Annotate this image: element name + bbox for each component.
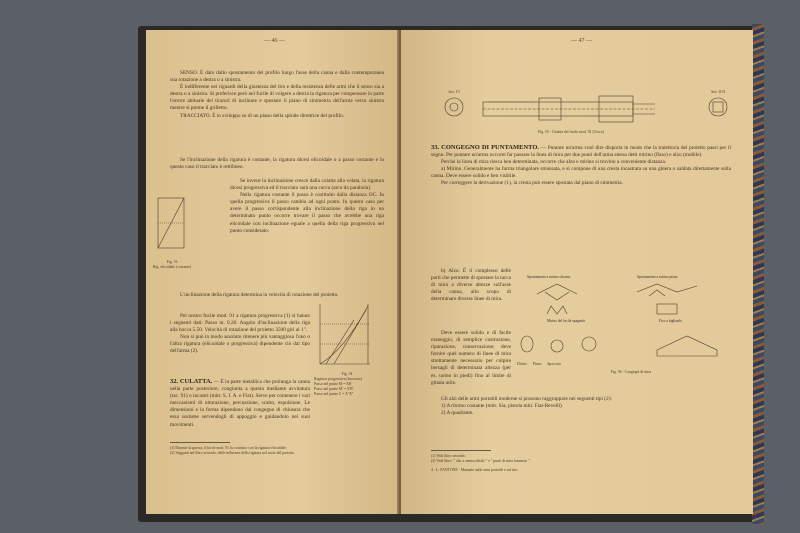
figure-54-diagram xyxy=(314,300,376,370)
text-block-intro xyxy=(170,70,384,120)
paragraph: Pel nostro fucile mod. 91 a rigatura progressiva (1) si hanno i seguenti dati: Passo m. 0.20. Angolo d'inclinazione della riga alla bocca 5.50. Velocità di rotazione del proietto 3500 giri al 1". xyxy=(170,313,310,334)
paragraph: Nella rigatura costante il passo è costituito dalla distanza OC. In quella progressiva il passo cambia ad ogni punto. In questo caso per avere il passo corrispondente alla inclinazione della riga in un determinato punto occorre trovare il passo che avrebbe una riga elicoidale con inclinazione eguale a quella della riga progressiva nel punto considerato. xyxy=(230,192,384,234)
section-puntamento xyxy=(431,144,731,188)
figure-label: Pieno xyxy=(532,362,542,366)
section-alzo xyxy=(431,268,511,303)
text-block-progressive xyxy=(230,178,384,235)
left-page xyxy=(146,30,399,514)
paragraph: TRACCIATO. È lo sviluppo su di un piano della spirale direttrice del profilo. xyxy=(180,112,345,119)
footnote: (2) Vedi libro: " alzi a cannocchiale " e " punti di mira luminosi ". xyxy=(431,459,531,463)
figure-55-section-label-left: Sez. I-I xyxy=(448,90,460,94)
paragraph: b) Alzo. È il complesso delle parti che permette di spostare la tacca di mira a diverse altezze sull'asse della canna, allo scopo di determinare diverse linee di mira. xyxy=(431,268,511,303)
figure-55-section-left xyxy=(443,96,465,118)
text-block-velocity xyxy=(170,292,384,299)
figure-label: Spaccato xyxy=(547,362,561,366)
paragraph: Perché la linea di mira riesca ben determinata, occorre che alzo e mirino si trovino a conveniente distanza. xyxy=(441,159,667,166)
figure-55-caption: Fig. 55 - Culatta del fucile mod. 91 (Gisco) xyxy=(538,130,604,134)
paragraph: Se l'inclinazione della rigatura è costante, la rigatura dicesi elicoidale o a passo costante e in questo caso il tracciato è rettilineo. xyxy=(170,157,384,171)
figure-label: Spostamento a mirino pieno xyxy=(637,275,678,279)
footnote: (1) Vedi libro secondo. xyxy=(431,454,466,458)
page-number: — 46 — xyxy=(264,38,285,44)
paragraph: Gli alzi delle armi portatili moderne si possono raggruppare nei seguenti tipi (2): xyxy=(441,396,612,402)
paragraph: È indifferente nei riguardi della giustezza del tiro e della resistenza delle armi che il senso sia a destra o a sinistra. Si preferisce però nel fucile di volgere a destra la rigatura per compensare in parte l'errore abituale dei tiratori di inclinare e spostare il piano di simmetria dell'arma verso sinistra mentre si preme il grilletto. xyxy=(170,84,384,112)
section-text: — È la parte metallica che prolunga la canna nella parte posteriore, congiunta a questa mediante avvitatura (tac. 91) o incastri (mitr. S. I. A. e Fiat). Serve per contenere i vari meccanismi di otturazione, percussione, scatto, espulsione. Le dimensioni e la forma dipendono dal congegno di chiusura che essa sostiene servendogli di appoggio e guidandolo nei suoi movimenti. xyxy=(170,379,310,428)
footnote-divider xyxy=(431,450,491,451)
marbled-page-edge xyxy=(752,24,764,524)
right-page xyxy=(401,30,753,514)
text-block-data xyxy=(170,313,310,356)
figure-caption-line: Passo nel punto M = AB xyxy=(314,382,352,386)
paragraph: Deve essere solido e di facile maneggio, di semplice costruzione, riparazione, conservazione; deve fornire quel numero di linee di mira strettamente necessario per colpire bersagli di determinata altezza (per es. uomo in piedi) fino al limite di gittata utile. xyxy=(431,330,511,386)
text-block-rigatura xyxy=(170,157,384,171)
section-alzo-types xyxy=(431,396,731,417)
paragraph: SENSO. È dato dallo spostamento del profilo lungo l'asse della canna e dalla contemporanea sua rotazione a destra o a sinistra. xyxy=(170,70,384,84)
figure-caption-line: Passo nel punto M' = A'B' xyxy=(314,387,354,391)
figure-56-sights-drawing xyxy=(517,270,731,374)
paragraph: a) Mirino. Generalmente ha forma triangolare smussata, e si compone di una cresta incastrata su una ghiera o saldata direttamente sulla canna. Deve essere solido e ben visibile. xyxy=(431,166,731,180)
figure-label: Diritto xyxy=(517,362,528,366)
figure-caption-label: Fig. 53 xyxy=(166,260,178,264)
footnotes xyxy=(170,446,384,456)
figure-55-section-label-right: Sez. II-II xyxy=(711,90,725,94)
paragraph: Non si può in modo assoluto ritenere più vantaggiosa l'uno o l'altra rigatura (elicoidale o progressiva) dipendente ciò dal tipo dell'arma (2). xyxy=(170,334,310,355)
figure-55-section-right xyxy=(707,96,729,118)
paragraph: Per correggere la derivazione (1), la cresta può essere spostata dal piano di simmetria. xyxy=(441,180,623,187)
footnotes xyxy=(431,454,731,464)
printer-note: 4 - L. FANTONE - Manuale sulle armi portatili e sul tiro. xyxy=(431,468,519,472)
section-heading: 32. CULATTA. xyxy=(170,378,213,385)
footnote-divider xyxy=(170,442,230,443)
figure-56-caption: Fig. 56 - Congegni di mira xyxy=(610,370,652,374)
page-number: — 47 — xyxy=(571,38,592,44)
section-heading: 33. CONGEGNO DI PUNTAMENTO. xyxy=(431,144,540,151)
figure-label: Mirino del fucile spagnolo xyxy=(547,319,586,323)
section-culatta xyxy=(170,378,310,429)
list-item: 2) A quadrante. xyxy=(441,410,474,417)
footnote: (2) Vegganti nel libro secondo, delle influenze della rigatura nel moto del proietto. xyxy=(170,451,295,455)
paragraph: Se invece la inclinazione cresce dalla culatta alla volata, la rigatura dicesi progressiva ed il tracciato sarà una curva (arco da parabola). xyxy=(230,178,384,192)
figure-55-breech-drawing xyxy=(479,90,659,126)
figure-caption-label: Fig. 54 xyxy=(341,372,353,376)
section-text: — Puntare un'arma vuol dire disporla in modo che la traiettoria del proietto passi per il segno. Per puntare un'arma occorre far passare la linea di mira per due punti dell'arma stessa detti mirino (fisso) e alzo (mobile). xyxy=(431,145,731,159)
figure-caption-line: Rigatura progressiva (tracciato) xyxy=(314,377,363,381)
figure-label: Fico a bigliardo xyxy=(659,319,682,323)
section-alzo-2 xyxy=(431,330,511,387)
figure-caption-sub: Rig. elicoidale (costante) xyxy=(152,265,192,269)
figure-caption-line: Passo nel punto C = A"E" xyxy=(314,392,354,396)
figure-56-sublabels xyxy=(517,362,637,367)
figure-label: Spostamento a mirino sfiorato xyxy=(527,275,571,279)
list-item: 1) A ritorno costante (mitr. Sia, pistola mitr. Fiat-Revelli). xyxy=(441,403,564,410)
paragraph: L'inclinazione della rigatura determina la velocità di rotazione del proietto. xyxy=(180,292,339,298)
footnote: (1) Durante la guerra, il fucile mod. 91 fu costruito con la rigatura elicoidale. xyxy=(170,446,287,450)
figure-54-caption xyxy=(314,372,380,397)
figure-53-diagram xyxy=(156,196,188,256)
figure-53-caption xyxy=(150,260,194,270)
